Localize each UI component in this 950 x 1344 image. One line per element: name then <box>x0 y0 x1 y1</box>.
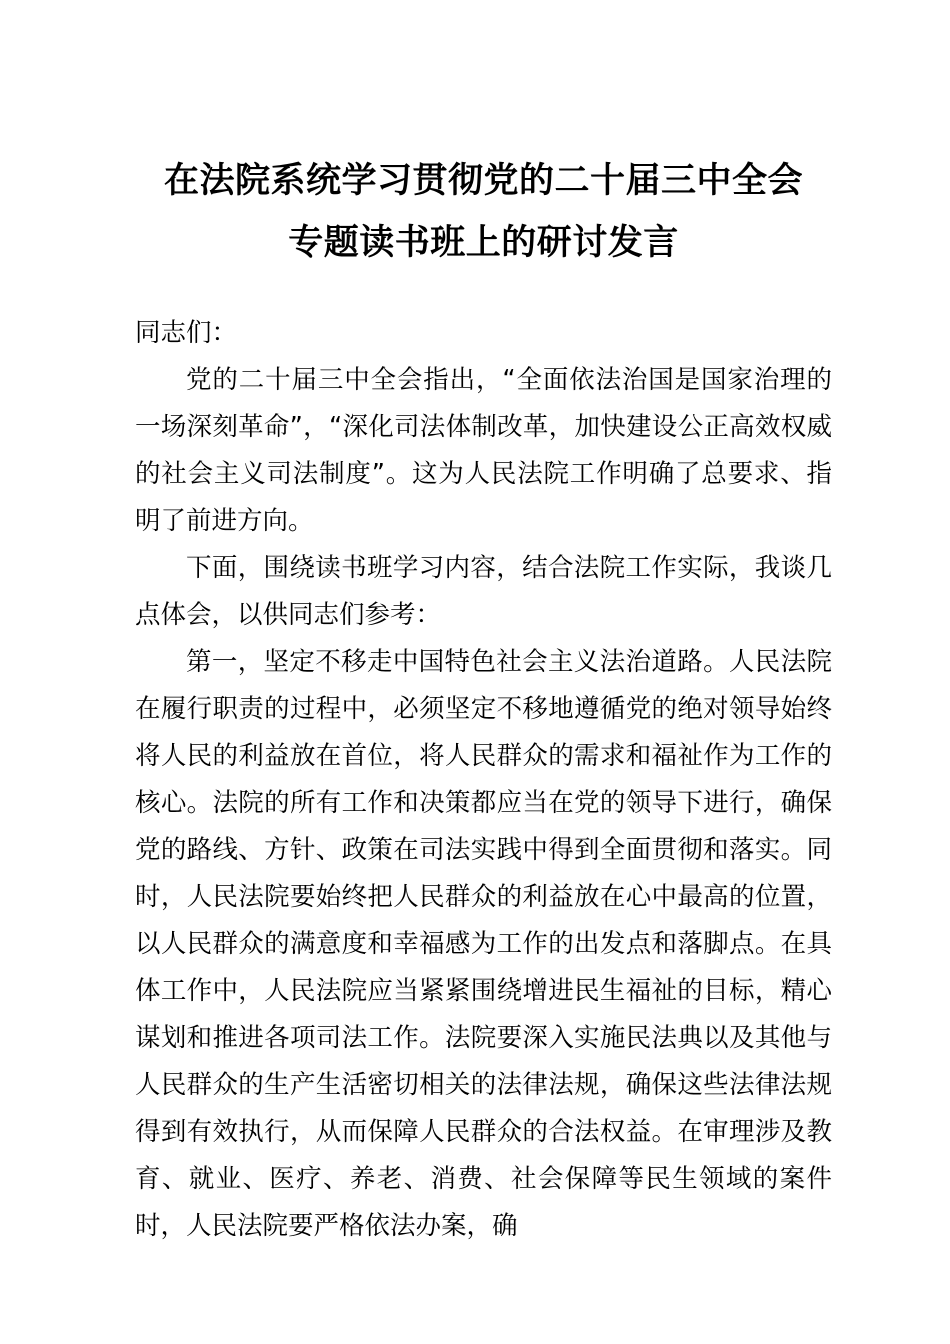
paragraph-1: 党的二十届三中全会指出，“全面依法治国是国家治理的一场深刻革命”，“深化司法体制改革，加快建设公正高效权威的社会主义司法制度”。这为人民法院工作明确了总要求、指明了前进方向。 <box>135 365 832 536</box>
paragraph-2: 下面，围绕读书班学习内容，结合法院工作实际，我谈几点体会，以供同志们参考： <box>135 553 832 630</box>
document-body <box>135 310 832 1250</box>
page-title-line-2: 专题读书班上的研讨发言 <box>288 222 679 263</box>
page-title <box>135 150 832 274</box>
paragraph-3: 第一，坚定不移走中国特色社会主义法治道路。人民法院在履行职责的过程中，必须坚定不移地遵循党的绝对领导始终将人民的利益放在首位，将人民群众的需求和福祉作为工作的核心。法院的所有工作和决策都应当在党的领导下进行，确保党的路线、方针、政策在司法实践中得到全面贯彻和落实。同时，人民法院要始终把人民群众的利益放在心中最高的位置，以人民群众的满意度和幸福感为工作的出发点和落脚点。在具体工作中，人民法院应当紧紧围绕增进民生福祉的目标，精心谋划和推进各项司法工作。法院要深入实施民法典以及其他与人民群众的生产生活密切相关的法律法规，确保这些法律法规得到有效执行，从而保障人民群众的合法权益。在审理涉及教育、就业、医疗、养老、消费、社会保障等民生领域的案件时，人民法院要严格依法办案，确 <box>135 647 832 1241</box>
page-title-line-1: 在法院系统学习贯彻党的二十届三中全会 <box>163 160 803 201</box>
salutation: 同志们： <box>135 318 238 348</box>
